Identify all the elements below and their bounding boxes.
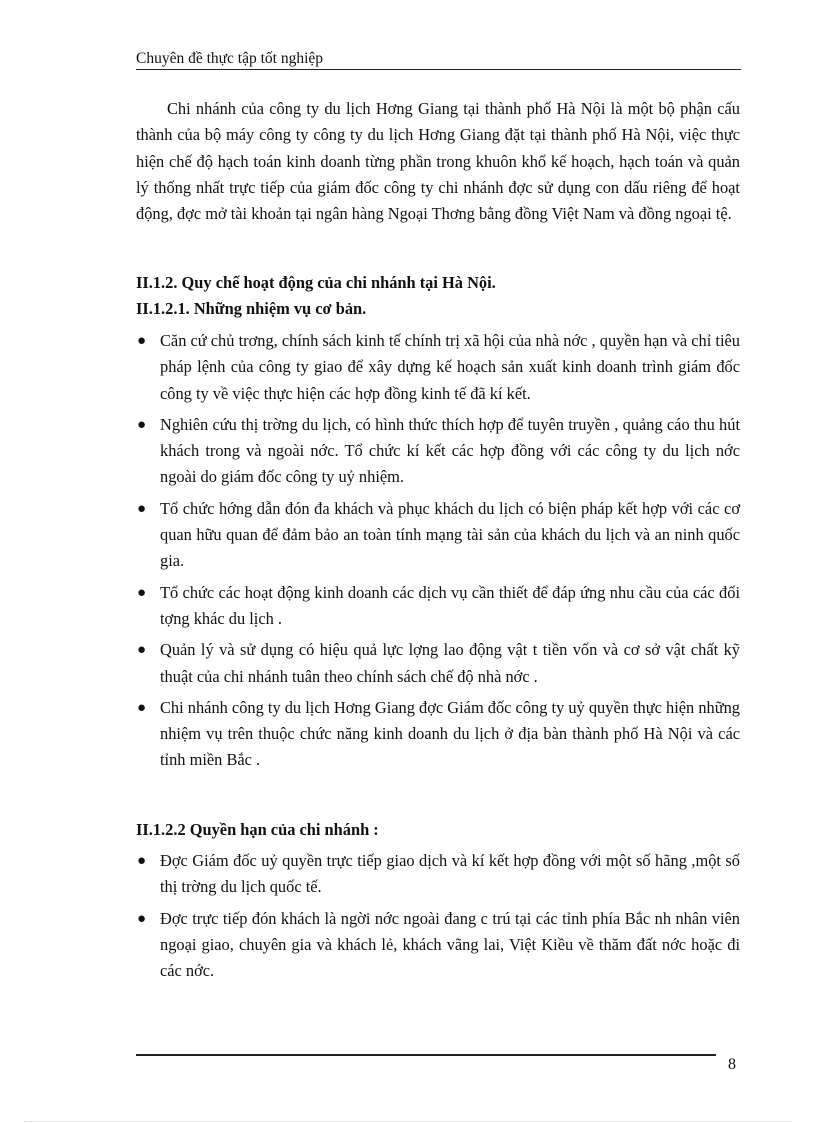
- bullet-icon: ●: [137, 584, 147, 601]
- duties-list: [136, 328, 740, 779]
- list-item-text: Tổ chức các hoạt động kinh doanh các dịch vụ cần thiết để đáp ứng nhu cầu của các đối tợng khác du lịch .: [160, 582, 740, 628]
- list-item-text: Tổ chức hớng dẫn đón đa khách và phục khách du lịch có biện pháp kết hợp với các cơ quan hữu quan để đảm bảo an toàn tính mạng tài sản của khách du lịch và an ninh quốc gia.: [160, 498, 740, 571]
- list-item-text: Đợc trực tiếp đón khách là ngời nớc ngoài đang c trú tại các tỉnh phía Bắc nh nhân viên ngoại giao, chuyên gia và khách lẻ, khách vãng lai, Việt Kiều về thăm đất nớc hoặc đi các nớc.: [160, 908, 740, 981]
- list-item-text: Chi nhánh công ty du lịch Hơng Giang đợc Giám đốc công ty uỷ quyền thực hiện những nhiệm vụ trên thuộc chức năng kinh doanh du lịch ở địa bàn thành phố Hà Nội và các tỉnh miền Bắc .: [160, 697, 740, 770]
- intro-paragraph: Chi nhánh của công ty du lịch Hơng Giang tại thành phố Hà Nội là một bộ phận cấu thành của bộ máy công ty công ty du lịch Hơng Giang đặt tại thành phố Hà Nội, việc thực hiện chế độ hạch toán kinh doanh từng phần trong khuôn khổ kế hoạch, hạch toán và quản lý thống nhất trực tiếp của giám đốc công ty chi nhánh đợc sử dụng con dấu riêng để hoạt động, đợc mở tài khoản tại ngân hàng Ngoại Thơng bằng đồng Việt Nam và đồng ngoại tệ.: [136, 99, 740, 224]
- list-item: [136, 906, 740, 985]
- list-item: [136, 695, 740, 774]
- header-title: Chuyên đề thực tập tốt nghiệp: [136, 50, 324, 67]
- bullet-icon: ●: [137, 500, 147, 517]
- list-item: [136, 412, 740, 491]
- page-edge-divider: [24, 1121, 792, 1122]
- bullet-icon: ●: [137, 853, 147, 869]
- list-item-text: Đợc Giám đốc uỷ quyền trực tiếp giao dịch và kí kết hợp đồng với một số hãng ,một số thị trờng du lịch quốc tế.: [160, 851, 740, 897]
- page-header: [136, 50, 741, 70]
- list-item: [136, 580, 740, 633]
- subsection-heading: II.1.2.1. Những nhiệm vụ cơ bản.: [136, 299, 367, 318]
- list-item-text: Nghiên cứu thị trờng du lịch, có hình thức thích hợp để tuyên truyền , quảng cáo thu hút khách trong và ngoài nớc. Tổ chức kí kết các hợp đồng với các công ty du lịch nớc ngoài do giám đốc công ty uỷ nhiệm.: [160, 414, 740, 487]
- footer-divider: [136, 1054, 716, 1056]
- list-item: [136, 328, 740, 407]
- section-heading: II.1.2. Quy chế hoạt động của chi nhánh tại Hà Nội.: [136, 273, 496, 292]
- list-item-text: Căn cứ chủ trơng, chính sách kinh tế chính trị xã hội của nhà nớc , quyền hạn và chỉ tiêu pháp lệnh của công ty giao để xây dựng kế hoạch sản xuất kinh doanh trình giám đốc công ty về việc thực hiện các hợp đồng kinh tế đã kí kết.: [160, 331, 740, 403]
- list-item-text: Quản lý và sử dụng có hiệu quả lực lợng lao động vật t tiền vốn và cơ sở vật chất kỹ thuật của chi nhánh tuân theo chính sách chế độ nhà nớc .: [160, 640, 740, 686]
- bullet-icon: ●: [137, 416, 147, 433]
- page-number: 8: [728, 1056, 736, 1073]
- bullet-icon: ●: [137, 642, 147, 659]
- list-item: [136, 496, 740, 575]
- subsection-heading-rights: II.1.2.2 Quyền hạn của chi nhánh :: [136, 820, 379, 839]
- rights-list: [136, 848, 740, 989]
- list-item: [136, 637, 740, 690]
- bullet-icon: ●: [137, 910, 147, 927]
- bullet-icon: ●: [137, 333, 147, 349]
- bullet-icon: ●: [137, 699, 147, 716]
- list-item: [136, 848, 740, 901]
